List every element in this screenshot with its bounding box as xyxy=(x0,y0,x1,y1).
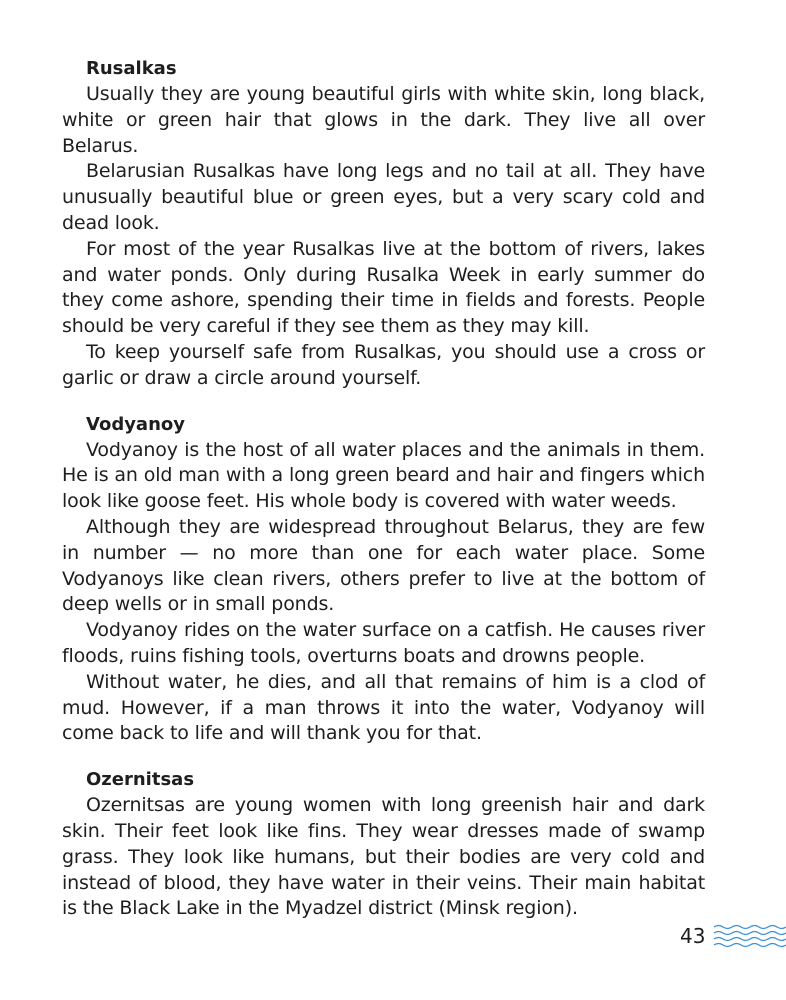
paragraph: Vodyanoy is the host of all water places and the animals in them. He is an old man with a long green beard and hair and fingers which look like goose feet. His whole body is covered with water weeds. xyxy=(62,438,705,513)
section-rusalkas xyxy=(62,56,705,392)
page-number: 43 xyxy=(680,924,706,948)
section-vodyanoy xyxy=(62,412,705,748)
wave-line xyxy=(714,932,786,935)
paragraph: For most of the year Rusalkas live at the bottom of rivers, lakes and water ponds. Only during Rusalka Week in early summer do they come ashore, spending their time in fields and forests. People should be very careful if they see them as they may kill. xyxy=(62,237,705,338)
paragraph: Belarusian Rusalkas have long legs and no tail at all. They have unusually beautiful blue or green eyes, but a very scary cold and dead look. xyxy=(62,160,705,234)
paragraph: Ozernitsas are young women with long greenish hair and dark skin. Their feet look like fins. They wear dresses made of swamp grass. They look like humans, but their bodies are very cold and instead of blood, they have water in their veins. Their main habitat is the Black Lake in the Myadzel district (Minsk region). xyxy=(62,794,705,920)
water-waves-icon xyxy=(712,922,786,950)
wave-line xyxy=(714,926,786,929)
paragraph: Although they are widespread throughout Belarus, they are few in number — no more than one for each water place. Some Vodyanoys like clean rivers, others prefer to live at the bottom of deep wells or in small ponds. xyxy=(62,515,705,616)
section-ozernitsas xyxy=(62,767,705,922)
section-heading: Ozernitsas xyxy=(86,769,195,791)
paragraph: Without water, he dies, and all that remains of him is a clod of mud. However, if a man throws it into the water, Vodyanoy will come back to life and will thank you for that. xyxy=(62,670,705,745)
paragraph: To keep yourself safe from Rusalkas, you should use a cross or garlic or draw a circle around yourself. xyxy=(62,340,705,389)
wave-line xyxy=(714,938,786,941)
paragraph: Vodyanoy rides on the water surface on a catfish. He causes river floods, ruins fishing tools, overturns boats and drowns people. xyxy=(62,619,705,667)
page-content xyxy=(62,56,705,942)
paragraph: Usually they are young beautiful girls with white skin, long black, white or green hair that glows in the dark. They live all over Belarus. xyxy=(62,83,705,157)
wave-line xyxy=(714,944,786,947)
section-heading: Vodyanoy xyxy=(86,413,185,435)
section-heading: Rusalkas xyxy=(86,58,177,79)
